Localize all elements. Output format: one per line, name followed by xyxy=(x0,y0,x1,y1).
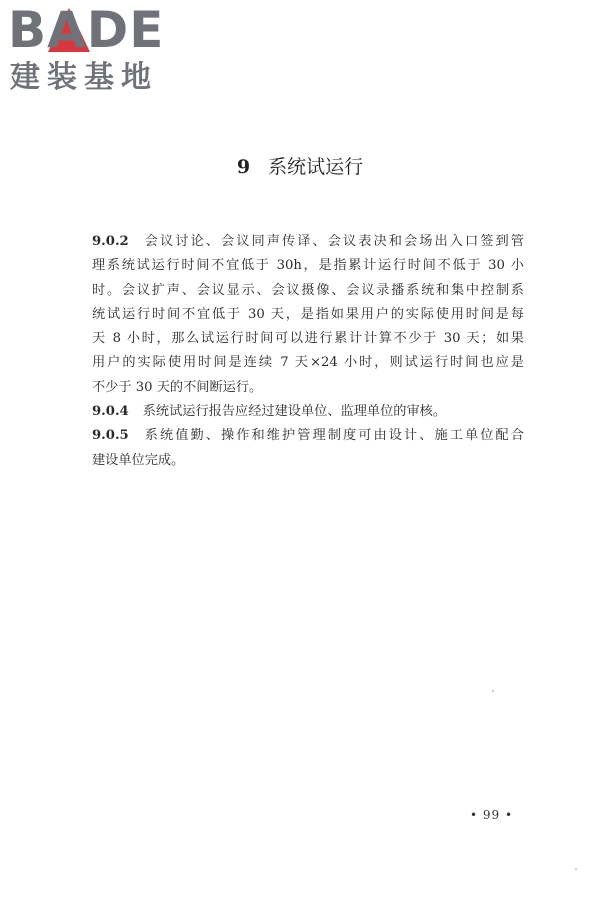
clause-line xyxy=(92,400,524,424)
clause-line: 理系统试运行时间不宜低于 30h，是指累计运行时间不低于 30 小 xyxy=(92,258,524,274)
clause-number: 9.0.4 xyxy=(92,404,129,420)
clause-line xyxy=(92,230,524,254)
clause-line: 时。会议扩声、会议显示、会议摄像、会议录播系统和集中控制系 xyxy=(92,282,524,298)
clause-9-0-5 xyxy=(92,424,524,473)
scan-speck xyxy=(575,868,577,870)
bade-logo xyxy=(8,1,178,95)
clause-line: 建设单位完成。 xyxy=(92,452,185,468)
chapter-title-text: 系统试运行 xyxy=(268,156,364,178)
clause-line: 不少于 30 天的不间断运行。 xyxy=(92,379,263,395)
clause-number: 9.0.5 xyxy=(92,428,129,444)
chapter-title xyxy=(0,154,600,180)
clause-line: 天 8 小时，那么试运行时间可以进行累计计算不少于 30 天；如果 xyxy=(92,331,524,347)
logo-word: BADE xyxy=(8,1,165,59)
clause-9-0-4 xyxy=(92,400,524,424)
clause-line xyxy=(92,424,524,448)
scan-speck xyxy=(492,690,494,692)
document-body xyxy=(92,230,524,473)
clause-line: 统试运行时间不宜低于 30 天，是指如果用户的实际使用时间是每 xyxy=(92,306,524,322)
clause-9-0-2 xyxy=(92,230,524,400)
clause-number: 9.0.2 xyxy=(92,234,129,249)
clause-line: 用户的实际使用时间是连续 7 天×24 小时，则试运行时间也应是 xyxy=(92,355,524,371)
chapter-number: 9 xyxy=(236,156,251,178)
clause-text: 会议讨论、会议同声传译、会议表决和会场出入口签到管 xyxy=(142,234,524,249)
clause-text: 系统试运行报告应经过建设单位、监理单位的审核。 xyxy=(142,404,447,420)
page-number: • 99 • xyxy=(470,808,514,822)
clause-text: 系统值勤、操作和维护管理制度可由设计、施工单位配合 xyxy=(142,428,524,444)
logo-subtitle: 建装基地 xyxy=(10,60,158,95)
